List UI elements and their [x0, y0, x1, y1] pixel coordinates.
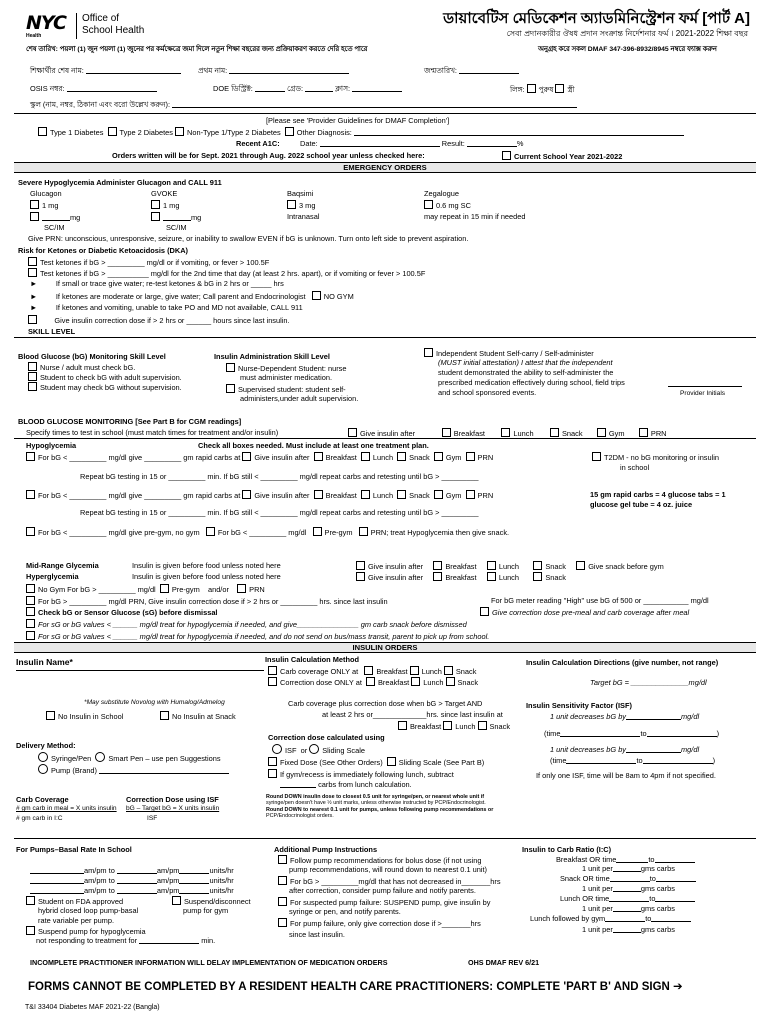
corr-calc-options[interactable]: ISF or Sliding Scale	[272, 744, 365, 755]
dka-5: ► If ketones and vomiting, unable to take PO and MD not available, CALL 911	[30, 303, 303, 312]
incomplete-warning: INCOMPLETE PRACTITIONER INFORMATION WILL DELAY IMPLEMENTATION OF MEDICATION ORDERS	[30, 958, 388, 967]
corr-isf-title: Correction Dose using ISF	[126, 795, 219, 804]
a1c-date[interactable]: Date: Result: %	[300, 139, 524, 148]
hyperglycemia-label: Hyperglycemia	[26, 572, 79, 581]
pump-a1[interactable]: Follow pump recommendations for bolus dose (if not using	[278, 855, 481, 865]
give-correction-premeal[interactable]: Give correction dose pre-meal and carb coverage after meal	[480, 607, 689, 617]
prn-line: Give PRN: unconscious, unresponsive, seizure, or inability to swallow EVEN if bG is unknown. Turn onto left side to prevent aspiration.	[28, 234, 469, 243]
isf-time-2[interactable]: (time to )	[550, 756, 716, 765]
fda-line3: rate variable per pump.	[38, 916, 114, 925]
bg-skill-3[interactable]: Student may check bG without supervision.	[28, 382, 182, 392]
carb-plus-meals[interactable]: Breakfast Lunch Snack	[398, 721, 510, 731]
form-title: ডায়াবেটিস মেডিকেশন অ্যাডমিনিস্ট্রেশন ফর্ম [পার্ট A]	[443, 10, 750, 27]
skill-level-title: SKILL LEVEL	[28, 327, 76, 336]
diagnosis-options[interactable]: Type 1 Diabetes Type 2 Diabetes Non-Type 1/Type 2 Diabetes Other Diagnosis:	[38, 127, 684, 137]
logo-divider	[76, 13, 77, 39]
hypo-rule-3[interactable]: For bG < _________ mg/dl give pre-gym, no gym For bG < _________ mg/dl Pre-gym PRN; treat Hypoglycemia then give snack.	[26, 527, 509, 537]
logo-sub: Health	[26, 33, 42, 39]
carb-formula-bottom: # gm carb in I:C	[16, 815, 63, 822]
delivery-pump[interactable]: Pump (Brand)	[38, 764, 229, 775]
dka-title: Risk for Ketones or Diabetic Ketoacidosis (DKA)	[18, 246, 189, 255]
logo-text: NYC	[26, 12, 66, 34]
deadline-note: শেষ তারিখ: পয়লা (1) জুন পয়লা (1) জুনের পর কর্মক্ষেত্রে জমা দিলে নতুন শিক্ষা বছরের জন্য প্রক্রিয়াকরণ করতে দেরি হতে পারে	[26, 46, 368, 53]
glucose-gel-note: glucose gel tube = 4 oz. juice	[590, 500, 693, 509]
hypo-rule-1[interactable]: For bG < _________ mg/dl give _________ gm rapid carbs at Give insulin after Breakfast Lunch Snack Gym PRN	[26, 452, 493, 462]
guidelines-note: [Please see 'Provider Guidelines for DMAF Completion']	[266, 116, 450, 125]
dka-4: ► If ketones are moderate or large, give water; Call parent and Endocrinologist NO GYM	[30, 292, 354, 301]
least-2hrs: at least 2 hrs or_____________hrs. since last insulin at	[322, 710, 503, 719]
isf-1[interactable]: 1 unit decreases bG by mg/dl	[550, 712, 700, 721]
suspend-hypo[interactable]: Suspend pump for hypoglycemia	[26, 926, 146, 936]
forbg-rule[interactable]: For bG > _________ mg/dl PRN, Give insulin correction dose if > 2 hrs or _________ hrs. since last insulin	[26, 596, 388, 606]
carb-coverage-title: Carb Coverage	[16, 795, 69, 804]
one-isf-note: If only one ISF, time will be 8am to 4pm if not specified.	[536, 771, 716, 780]
no-insulin-snack[interactable]: No Insulin at Snack	[160, 711, 236, 721]
carbs-from-lunch[interactable]: carbs from lunch calculation.	[280, 780, 412, 789]
sg-rule-2[interactable]: For sG or bG values < ______ mg/dl treat for hypoglycemia if needed, and do not send on bus/mass transit, parent to pick up from school.	[26, 631, 489, 641]
ic-snack[interactable]: Snack OR time to	[560, 874, 696, 883]
ins-skill-1b: must administer medication.	[240, 373, 333, 382]
specify-times: Specify times to test in school (must match times for treatment and/or insulin)	[26, 428, 279, 437]
not-responding[interactable]: not responding to treatment for min.	[36, 936, 216, 945]
carb-formula-top: # gm carb in meal = X units insulin	[16, 805, 117, 812]
corr-calc-title: Correction dose calculated using	[268, 733, 385, 742]
hyper-text: Insulin is given before food unless noted here	[132, 572, 281, 581]
orders-line: Orders written will be for Sept. 2021 through Aug. 2022 school year unless checked here:	[112, 151, 425, 160]
dka-1[interactable]: Test ketones if bG > _________ mg/dl or if vomiting, or fever > 100.5F	[28, 257, 269, 267]
no-gym-rule[interactable]: No Gym For bG > _________ mg/dl Pre-gym and/or PRN	[26, 584, 265, 594]
glucose-tabs-note: 15 gm rapid carbs = 4 glucose tabs = 1	[590, 490, 726, 499]
calc-method-title: Insulin Calculation Method	[265, 655, 360, 664]
fda-approved[interactable]: Student on FDA approved	[26, 896, 123, 906]
basal-row-3[interactable]: am/pm to am/pm units/hr	[30, 886, 234, 895]
osis-number[interactable]: OSIS নম্বর:	[30, 84, 157, 93]
round-down-note: Round DOWN insulin dose to closest 0.5 unit for syringe/pen, or nearest whole unit if syringe/pen doesn't have ½ unit marks, unless otherwise instructed by PCP/Endocrinologist. Round DOWN to nearest 0.1 unit for pumps, unless following pump recommendations or PCP/Endocrinologist orders.	[266, 794, 494, 820]
ind-line5: and school sponsored events.	[438, 388, 537, 397]
ind-line4: prescribed medication effectively during school, field trips	[438, 378, 625, 387]
pump-a4[interactable]: For pump failure, only give correction dose if >_______hrs	[278, 918, 481, 928]
form-subtitle: সেবা প্রদানকারীর ঔষধ প্রদান সংক্রান্ত নির্দেশনার ফর্ম । 2021-2022 শিক্ষা বছর	[506, 29, 748, 38]
isf-2[interactable]: 1 unit decreases bG by mg/dl	[550, 745, 700, 754]
insulin-name-field[interactable]	[16, 670, 264, 671]
pump-a3[interactable]: For suspected pump failure: SUSPEND pump, give insulin by	[278, 897, 490, 907]
gym-recess-rule[interactable]: If gym/recess is immediately following lunch, subtract	[268, 769, 454, 779]
hypo-rule-2[interactable]: For bG < _________ mg/dl give _________ gm rapid carbs at Give insulin after Breakfast Lunch Snack Gym PRN	[26, 490, 493, 500]
dka-3: ► If small or trace give water; re-test ketones & bG in 2 hrs or _____ hrs	[30, 279, 284, 288]
office-name: Office of School Health	[82, 13, 145, 36]
glucagon-1mg[interactable]: 1 mg	[30, 200, 58, 210]
ic-breakfast[interactable]: Breakfast OR time to	[556, 855, 695, 864]
ic-title: Insulin to Carb Ratio (I:C)	[522, 845, 612, 854]
ins-skill-title: Insulin Administration Skill Level	[214, 352, 330, 361]
pump-a4b: since last insulin.	[289, 930, 345, 939]
mid-range-options[interactable]: Give insulin after Breakfast Lunch Snack Give snack before gym	[356, 561, 664, 571]
target-bg[interactable]: Target bG = ______________mg/dl	[590, 678, 707, 687]
doe-district[interactable]: DOE ডিস্ট্রিক্ট: গ্রেড: ক্লাস:	[213, 84, 402, 93]
gvoke-custom[interactable]: mg	[151, 212, 201, 222]
student-sex[interactable]: লিঙ্গ: পুরুষ স্ত্রী	[510, 85, 575, 94]
baqsimi-3mg[interactable]: 3 mg	[287, 200, 315, 210]
delivery-options[interactable]: Syringe/Pen Smart Pen – use pen Suggestions	[38, 752, 221, 763]
insulin-orders-bar: INSULIN ORDERS	[14, 642, 756, 653]
suspend-gym-line2: pump for gym	[183, 906, 229, 915]
corr-formula-top: bG – Target bG = X units insulin	[126, 805, 220, 812]
hypoglycemia-label: Hypoglycemia	[26, 441, 77, 450]
basal-row-2[interactable]: am/pm to am/pm units/hr	[30, 876, 234, 885]
ins-skill-1[interactable]: Nurse-Dependent Student: nurse	[226, 363, 346, 373]
corr-only-option[interactable]: Correction dose ONLY at Breakfast Lunch Snack	[268, 677, 478, 687]
delivery-title: Delivery Method:	[16, 741, 76, 750]
student-first-name[interactable]: প্রথম নাম:	[198, 66, 349, 75]
baqsimi-label: Baqsimi	[287, 189, 314, 198]
check-all-note: Check all boxes needed. Must include at least one treatment plan.	[198, 441, 429, 450]
gvoke-1mg[interactable]: 1 mg	[151, 200, 179, 210]
ins-skill-2b: administers,under adult supervision.	[240, 394, 359, 403]
corr-formula-bottom: ISF	[147, 815, 158, 822]
insulin-name-label: Insulin Name*	[16, 657, 73, 667]
additional-pump-title: Additional Pump Instructions	[274, 845, 378, 854]
ic-lunch-gym-ratio[interactable]: 1 unit per gms carbs	[582, 925, 675, 934]
intranasal-label: Intranasal	[287, 212, 320, 221]
hypo-title: Severe Hypoglycemia Administer Glucagon and CALL 911	[18, 178, 222, 187]
ic-lunch-ratio[interactable]: 1 unit per gms carbs	[582, 904, 675, 913]
t2dm-line2: in school	[620, 463, 650, 472]
sc-im-label-2: SC/IM	[166, 223, 187, 232]
dka-6[interactable]: Give insulin correction dose if > 2 hrs or ______ hours since last insulin.	[28, 315, 290, 325]
recent-a1c: Recent A1C:	[236, 139, 280, 148]
pump-a2[interactable]: For bG > _________mg/dl that has not decreased in_______hrs	[278, 876, 501, 886]
mid-range-text: Insulin is given before food unless noted here	[132, 561, 281, 570]
revision-code: OHS DMAF REV 6/21	[468, 958, 540, 967]
ins-skill-2[interactable]: Supervised student: student self-	[226, 384, 346, 394]
ic-snack-ratio[interactable]: 1 unit per gms carbs	[582, 884, 675, 893]
sc-im-label-1: SC/IM	[44, 223, 65, 232]
provider-initials-label: Provider Initials	[680, 390, 726, 397]
current-year-checkbox[interactable]: Current School Year 2021-2022	[502, 151, 622, 161]
zegalogue-dose[interactable]: 0.6 mg SC	[424, 200, 471, 210]
nyc-health-logo	[26, 12, 145, 39]
repeat-line-1: Repeat bG testing in 15 or _________ min. If bG still < _________ mg/dl repeat carbs and retesting until bG > _________	[80, 472, 479, 481]
monitoring-title: BLOOD GLUCOSE MONITORING [See Part B for CGM readings]	[18, 417, 242, 426]
no-insulin-school[interactable]: No Insulin in School	[46, 711, 123, 721]
repeat-note: may repeat in 15 min if needed	[424, 212, 526, 221]
ind-attest: (MUST initial attestation) I attest that the independent	[438, 358, 613, 367]
glucagon-label: Glucagon	[30, 189, 62, 198]
initials-line[interactable]	[668, 386, 742, 387]
zegalogue-label: Zegalogue	[424, 189, 459, 198]
pump-a1b: pump recommendations, will round down to nearest 0.1 unit)	[289, 865, 488, 874]
pump-a3b: syringe or pen, and notify parents.	[289, 907, 401, 916]
isf-title: Insulin Sensitivity Factor (ISF)	[526, 701, 632, 710]
bg-skill-1[interactable]: Nurse / adult must check bG.	[28, 362, 135, 372]
check-sensor[interactable]: Check bG or Sensor Glucose (sG) before dismissal	[26, 607, 217, 617]
fixed-sliding[interactable]: Fixed Dose (See Other Orders) Sliding Scale (See Part B)	[268, 757, 484, 767]
bg-skill-title: Blood Glucose (bG) Monitoring Skill Level	[18, 352, 166, 361]
ic-breakfast-ratio[interactable]: 1 unit per gms carbs	[582, 864, 675, 873]
ic-lunch[interactable]: Lunch OR time to	[560, 894, 695, 903]
school-info[interactable]: স্কুল (নাম, নম্বর, ঠিকানা এবং বরো উল্লেখ করুন):	[30, 100, 577, 109]
form-code: T&I 33404 Diabetes MAF 2021-22 (Bangla)	[25, 1004, 160, 1011]
t2dm-option[interactable]: T2DM - no bG monitoring or insulin	[592, 452, 719, 462]
carb-plus-correction: Carb coverage plus correction dose when bG > Target AND	[288, 699, 483, 708]
dka-2[interactable]: Test ketones if bG > __________ mg/dl for the 2nd time that day (at least 2 hrs. apart), or if vomiting or fever > 100.5F	[28, 268, 425, 278]
independent-student[interactable]: Independent Student Self-carry / Self-administer	[424, 348, 594, 358]
student-last-name[interactable]: শিক্ষার্থীর শেষ নাম:	[30, 66, 181, 75]
substitute-note: *May substitute Novolog with Humalog/Admelog	[84, 699, 225, 706]
basal-row-1[interactable]: am/pm to am/pm units/hr	[30, 866, 234, 875]
ind-line3: student demonstrated the ability to self-administer the	[438, 368, 614, 377]
test-time-options[interactable]: Give insulin after Breakfast Lunch Snack Gym PRN	[348, 428, 667, 438]
sg-rule-1[interactable]: For sG or bG values < ______ mg/dl treat for hypoglycemia if needed, and give_______________ gm carb snack before dismissed	[26, 619, 467, 629]
forms-warning: FORMS CANNOT BE COMPLETED BY A RESIDENT HEALTH CARE PRACTITIONERS: COMPLETE 'PART B' AND SIGN ➔	[28, 981, 683, 993]
gvoke-label: GVOKE	[151, 189, 178, 198]
student-dob[interactable]: জন্মতারিখ:	[424, 66, 519, 75]
hyper-options[interactable]: Give insulin after Breakfast Lunch Snack	[356, 572, 566, 582]
mid-range-label: Mid-Range Glycemia	[26, 561, 99, 570]
fda-line2: hybrid closed loop pump-basal	[38, 906, 139, 915]
suspend-gym[interactable]: Suspend/disconnect	[172, 896, 251, 906]
calc-directions-title: Insulin Calculation Directions (give number, not range)	[526, 658, 719, 667]
ic-lunch-gym[interactable]: Lunch followed by gym to	[530, 914, 691, 923]
meter-high-note: For bG meter reading "High" use bG of 500 or ___________ mg/dl	[491, 596, 709, 605]
glucagon-custom[interactable]: mg	[30, 212, 80, 222]
carb-only-option[interactable]: Carb coverage ONLY at Breakfast Lunch Snack	[268, 666, 476, 676]
fax-note: অনুগ্রহ করে সকল DMAF 347-396-8932/8945 নম্বরে ফ্যাক্স করুন	[538, 46, 717, 53]
pump-a2b: after correction, consider pump failure and notify parents.	[289, 886, 476, 895]
repeat-line-2: Repeat bG testing in 15 or _________ min. If bG still < _________ mg/dl repeat carbs and retesting until bG > _________	[80, 508, 479, 517]
bg-skill-2[interactable]: Student to check bG with adult supervision.	[28, 372, 182, 382]
emergency-orders-bar: EMERGENCY ORDERS	[14, 162, 756, 173]
isf-time-1[interactable]: (time to )	[544, 729, 720, 738]
basal-title: For Pumps–Basal Rate In School	[16, 845, 132, 854]
